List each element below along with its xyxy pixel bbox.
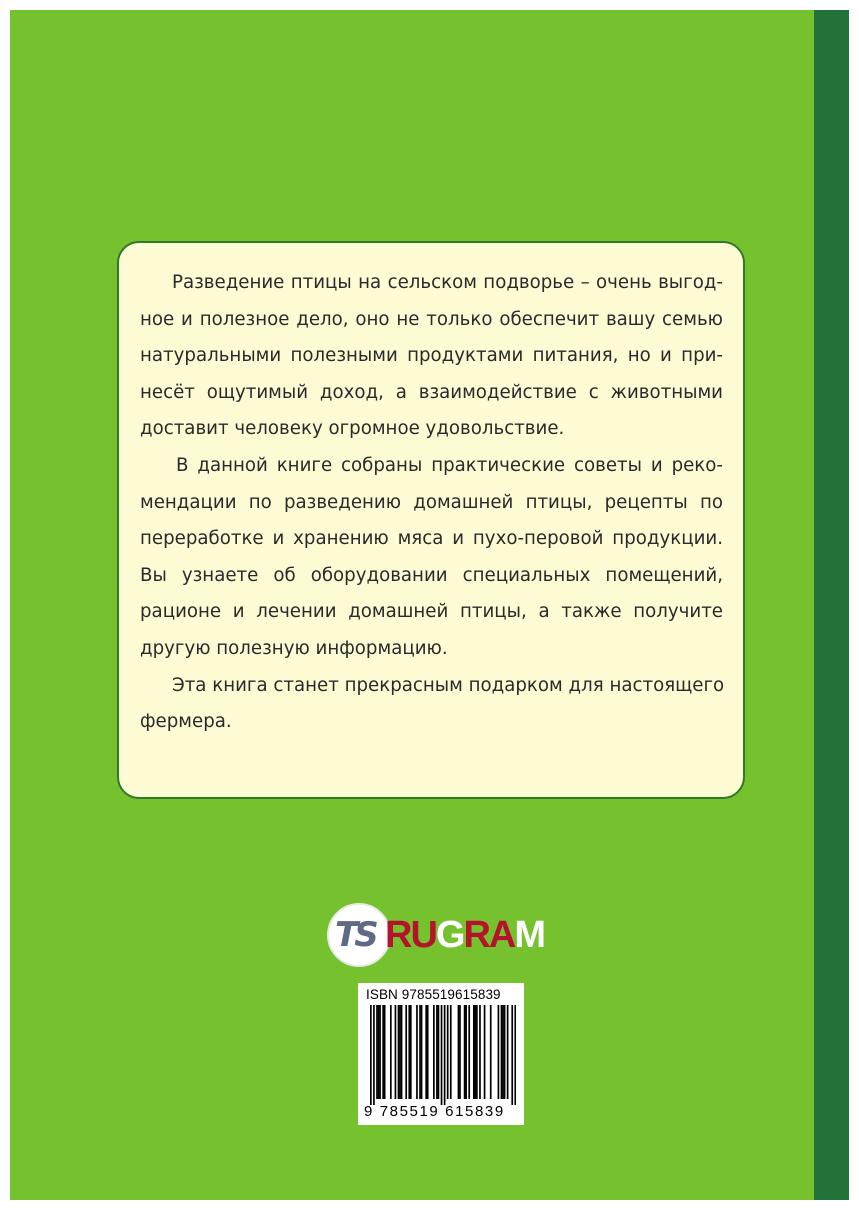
publisher-logo-circle xyxy=(327,903,391,967)
annotation-line: Эта книга станет прекрасным подарком для настоящего xyxy=(172,674,725,696)
annotation-line: другую полезную информацию. xyxy=(140,637,448,659)
barcode-bar xyxy=(498,1005,500,1099)
barcode-bars xyxy=(370,1005,516,1105)
annotation-paragraph-3 xyxy=(140,668,723,741)
barcode-bar xyxy=(507,1005,509,1099)
barcode-bar xyxy=(419,1005,421,1099)
logo-part-g: G xyxy=(435,914,464,956)
logo-part-ra: RA xyxy=(463,914,515,956)
barcode-bar xyxy=(433,1005,435,1099)
barcode-bar xyxy=(405,1005,407,1099)
publisher-logo-mark: TS xyxy=(335,915,375,955)
publisher-logo-wordmark xyxy=(385,913,544,957)
barcode-bar xyxy=(370,1005,372,1105)
barcode-bar xyxy=(473,1005,475,1099)
barcode-bar xyxy=(476,1005,478,1099)
isbn-barcode xyxy=(358,983,524,1125)
barcode-bar xyxy=(416,1005,418,1099)
barcode-bar xyxy=(450,1005,452,1099)
isbn-label: ISBN 9785519615839 xyxy=(366,987,501,1002)
barcode-bar xyxy=(444,1005,446,1105)
barcode-bar xyxy=(464,1005,466,1099)
annotation-line: Разведение птицы на сельском подворье – очень выгод- xyxy=(172,272,723,293)
barcode-bar xyxy=(401,1005,403,1099)
barcode-bar xyxy=(447,1005,449,1099)
annotation-line: мендации по разведению домашней птицы, рецепты по xyxy=(140,491,723,513)
barcode-bar xyxy=(441,1005,443,1105)
annotation-line: рационе и лечении домашней птицы, а также получите xyxy=(140,601,723,623)
barcode-bar xyxy=(382,1005,384,1099)
barcode-bar xyxy=(501,1005,503,1099)
barcode-bar xyxy=(421,1005,423,1099)
barcode-bar xyxy=(458,1005,460,1099)
barcode-bar xyxy=(511,1005,513,1105)
book-spine xyxy=(814,10,849,1200)
annotation-box xyxy=(117,241,745,799)
barcode-bar xyxy=(410,1005,412,1099)
annotation-line: несёт ощутимый доход, а взаимодействие с животными xyxy=(140,381,723,403)
barcode-bar xyxy=(384,1005,386,1099)
barcode-bar xyxy=(502,1005,504,1099)
barcode-bar xyxy=(390,1005,392,1099)
annotation-line: доставит человеку огромное удовольствие. xyxy=(140,418,565,440)
annotation-line: переработке и хранению мяса и пухо-перовой продукции. xyxy=(140,528,723,550)
annotation-line: фермера. xyxy=(140,711,232,733)
barcode-bar xyxy=(373,1005,375,1105)
annotation-line: В данной книге собраны практические советы и реко- xyxy=(176,454,723,476)
barcode-bar xyxy=(378,1005,380,1099)
annotation-paragraph-1 xyxy=(140,265,723,448)
barcode-bar xyxy=(484,1005,486,1099)
barcode-bar xyxy=(398,1005,400,1099)
barcode-bar xyxy=(504,1005,506,1099)
annotation-line: ное и полезное дело, оно не только обеспечит вашу семью xyxy=(140,308,723,330)
barcode-bar xyxy=(475,1005,477,1099)
barcode-bar xyxy=(468,1005,470,1099)
isbn-digits: 9 785519 615839 xyxy=(364,1103,505,1120)
barcode-bar xyxy=(514,1005,516,1105)
logo-part-m: M xyxy=(514,914,544,956)
barcode-bar xyxy=(425,1005,427,1099)
barcode-bar xyxy=(479,1005,481,1099)
logo-part-ru: RU xyxy=(385,914,436,956)
barcode-bar xyxy=(399,1005,401,1099)
barcode-bar xyxy=(459,1005,461,1099)
barcode-bar xyxy=(427,1005,429,1099)
barcode-bar xyxy=(436,1005,438,1099)
barcode-bar xyxy=(490,1005,492,1099)
barcode-bar xyxy=(379,1005,381,1099)
publisher-logo xyxy=(327,903,547,967)
annotation-line: натуральными полезными продуктами питания, но и при- xyxy=(140,345,723,367)
barcode-bar xyxy=(438,1005,440,1099)
annotation-line: Вы узнаете об оборудовании специальных помещений, xyxy=(140,564,723,586)
barcode-bar xyxy=(395,1005,397,1099)
barcode-bar xyxy=(465,1005,467,1099)
barcode-bar xyxy=(376,1005,378,1099)
annotation-paragraph-2 xyxy=(140,448,723,668)
barcode-bar xyxy=(408,1005,410,1099)
